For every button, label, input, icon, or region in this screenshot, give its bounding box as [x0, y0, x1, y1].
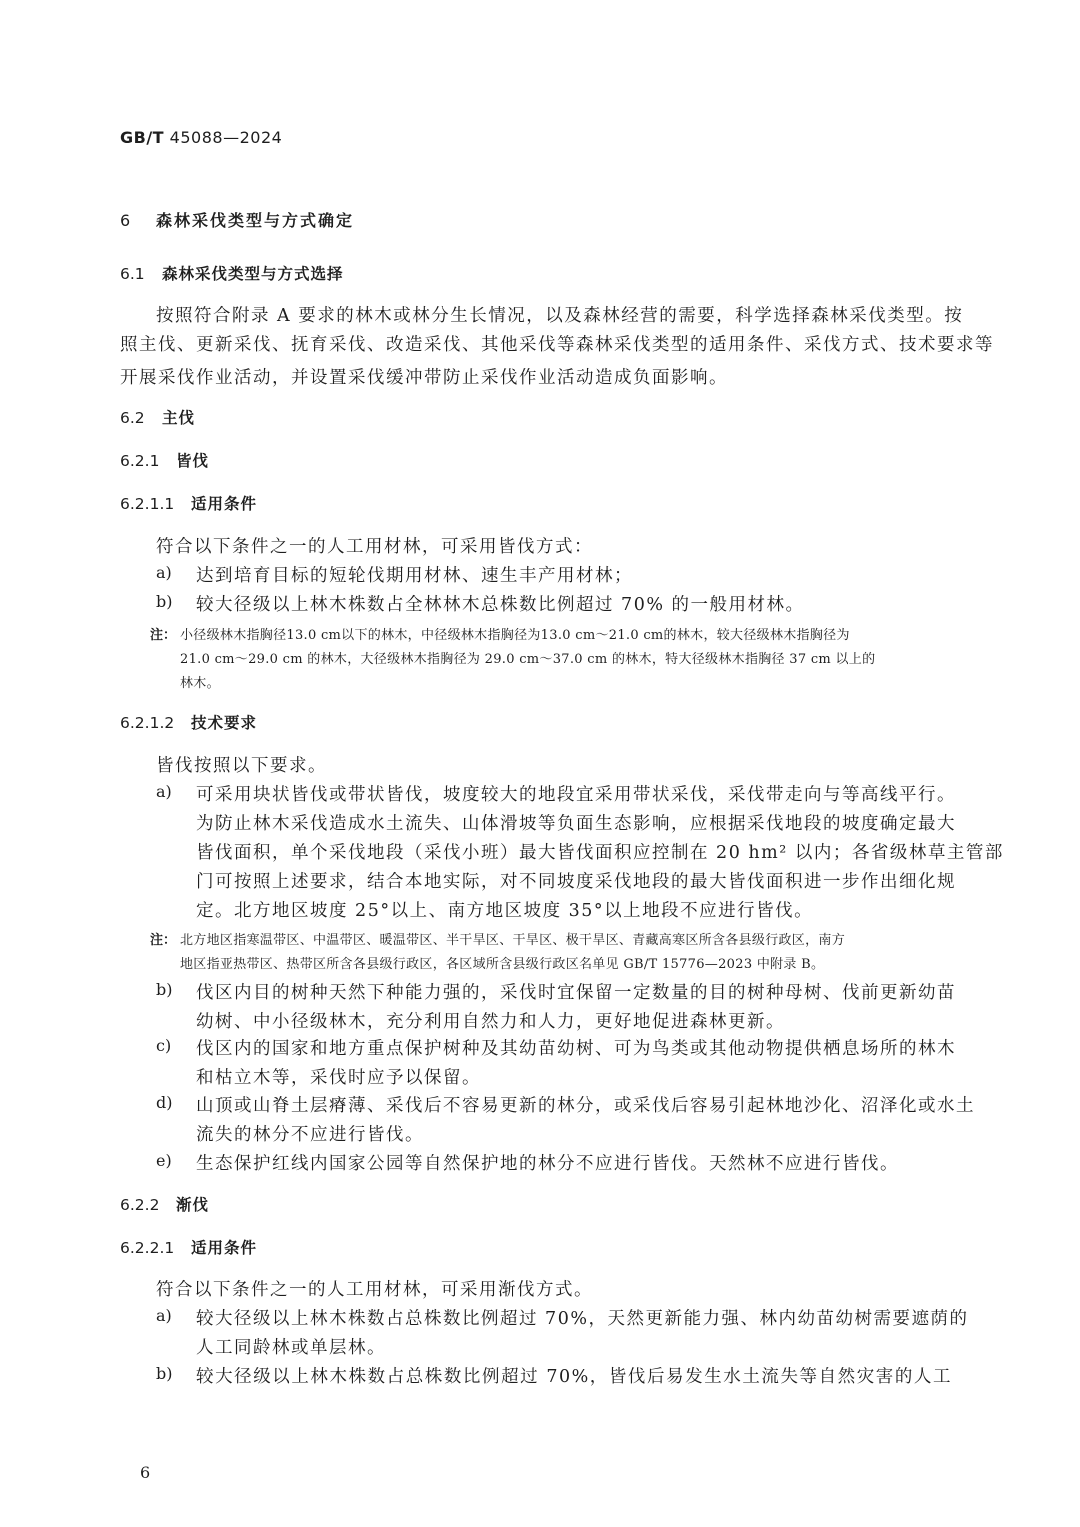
paragraph-line: 照主伐、更新采伐、抚育采伐、改造采伐、其他采伐等森林采伐类型的适用条件、采伐方式、技术要求等 — [120, 335, 994, 355]
list-item-text: 可采用块状皆伐或带状皆伐，坡度较大的地段宜采用带状采伐，采伐带走向与等高线平行。 — [196, 785, 956, 805]
list-item-text: 伐区内目的树种天然下种能力强的，采伐时宜保留一定数量的目的树种母树、伐前更新幼苗 — [196, 983, 956, 1003]
heading-6-2-1-1 — [120, 492, 257, 514]
note-label: 注： — [150, 628, 177, 643]
heading-number: 6.2.2.1 — [120, 1239, 175, 1257]
heading-number: 6.1 — [120, 265, 145, 283]
list-item-text: 较大径级以上林木株数占总株数比例超过 70%，皆伐后易发生水土流失等自然灾害的人工 — [196, 1367, 952, 1387]
note-label: 注： — [150, 933, 177, 948]
intro-text: 符合以下条件之一的人工用材林，可采用渐伐方式。 — [156, 1280, 593, 1300]
list-item-text: 门可按照上述要求，结合本地实际，对不同坡度采伐地段的最大皆伐面积进一步作出细化规 — [196, 872, 956, 892]
list-item-text: 为防止林木采伐造成水土流失、山体滑坡等负面生态影响，应根据采伐地段的坡度确定最大 — [196, 814, 956, 834]
heading-title: 森林采伐类型与方式确定 — [156, 211, 355, 230]
list-label: a) — [156, 782, 172, 801]
note-line: 林木。 — [180, 676, 220, 691]
heading-title: 技术要求 — [191, 714, 258, 732]
heading-6 — [120, 208, 354, 231]
note-line: 地区指亚热带区、热带区所含各县级行政区，各区域所含县级行政区名单见 GB/T 15776—2023 中附录 B。 — [180, 957, 825, 972]
list-item-text: 达到培育目标的短轮伐期用材林、速生丰产用材林； — [196, 566, 633, 586]
heading-title: 渐伐 — [176, 1196, 210, 1214]
list-item-text: 人工同龄林或单层林。 — [196, 1338, 386, 1358]
list-label: c) — [156, 1036, 172, 1055]
list-label: d) — [156, 1093, 173, 1112]
note-line: 小径级林木指胸径13.0 cm以下的林木，中径级林木指胸径为13.0 cm～21.0 cm的林木，较大径级林木指胸径为 — [180, 628, 850, 643]
list-item-text: 幼树、中小径级林木，充分利用自然力和人力，更好地促进森林更新。 — [196, 1012, 785, 1032]
note-line: 21.0 cm～29.0 cm 的林木，大径级林木指胸径为 29.0 cm～37.0 cm 的林木，特大径级林木指胸径 37 cm 以上的 — [180, 652, 876, 667]
paragraph-line: 开展采伐作业活动，并设置采伐缓冲带防止采伐作业活动造成负面影响。 — [120, 368, 728, 388]
standard-prefix: GB/T — [120, 128, 165, 147]
heading-title: 森林采伐类型与方式选择 — [162, 265, 344, 283]
page-number: 6 — [140, 1463, 151, 1482]
note-line: 北方地区指寒温带区、中温带区、暖温带区、半干旱区、干旱区、极干旱区、青藏高寒区所含各县级行政区，南方 — [180, 933, 846, 948]
list-item-text: 较大径级以上林木株数占全林林木总株数比例超过 70% 的一般用材林。 — [196, 595, 805, 615]
standard-number: 45088—2024 — [164, 128, 283, 147]
heading-6-2-2 — [120, 1193, 209, 1215]
intro-text: 皆伐按照以下要求。 — [156, 756, 327, 776]
list-item-text: 较大径级以上林木株数占总株数比例超过 70%，天然更新能力强、林内幼苗幼树需要遮荫的 — [196, 1309, 969, 1329]
heading-number: 6.2.1 — [120, 452, 160, 470]
list-item-text: 生态保护红线内国家公园等自然保护地的林分不应进行皆伐。天然林不应进行皆伐。 — [196, 1154, 899, 1174]
heading-6-2-1-2 — [120, 711, 257, 733]
heading-title: 适用条件 — [191, 495, 258, 513]
heading-number: 6.2.1.2 — [120, 714, 175, 732]
list-label: a) — [156, 1306, 172, 1325]
heading-6-2-2-1 — [120, 1236, 257, 1258]
list-item-text: 和枯立木等，采伐时应予以保留。 — [196, 1068, 481, 1088]
heading-6-2-1 — [120, 449, 209, 471]
intro-text: 符合以下条件之一的人工用材林，可采用皆伐方式： — [156, 537, 593, 557]
list-label: e) — [156, 1151, 172, 1170]
heading-number: 6.2 — [120, 409, 145, 427]
list-label: b) — [156, 980, 173, 999]
list-label: b) — [156, 592, 173, 611]
standard-code — [120, 128, 282, 147]
list-label: b) — [156, 1364, 173, 1383]
heading-title: 主伐 — [162, 409, 196, 427]
heading-title: 适用条件 — [191, 1239, 258, 1257]
list-item-text: 伐区内的国家和地方重点保护树种及其幼苗幼树、可为鸟类或其他动物提供栖息场所的林木 — [196, 1039, 956, 1059]
heading-number: 6.2.2 — [120, 1196, 160, 1214]
heading-6-1 — [120, 262, 344, 284]
heading-number: 6.2.1.1 — [120, 495, 175, 513]
list-item-text: 定。北方地区坡度 25°以上、南方地区坡度 35°以上地段不应进行皆伐。 — [196, 901, 814, 921]
list-label: a) — [156, 563, 172, 582]
heading-6-2 — [120, 406, 195, 428]
list-item-text: 皆伐面积，单个采伐地段（采伐小班）最大皆伐面积应控制在 20 hm² 以内；各省级林草主管部 — [196, 843, 1004, 863]
paragraph-line: 按照符合附录 A 要求的林木或林分生长情况，以及森林经营的需要，科学选择森林采伐类型。按 — [156, 306, 964, 326]
heading-title: 皆伐 — [176, 452, 210, 470]
list-item-text: 山顶或山脊土层瘠薄、采伐后不容易更新的林分，或采伐后容易引起林地沙化、沼泽化或水土 — [196, 1096, 975, 1116]
heading-number: 6 — [120, 211, 131, 230]
list-item-text: 流失的林分不应进行皆伐。 — [196, 1125, 424, 1145]
